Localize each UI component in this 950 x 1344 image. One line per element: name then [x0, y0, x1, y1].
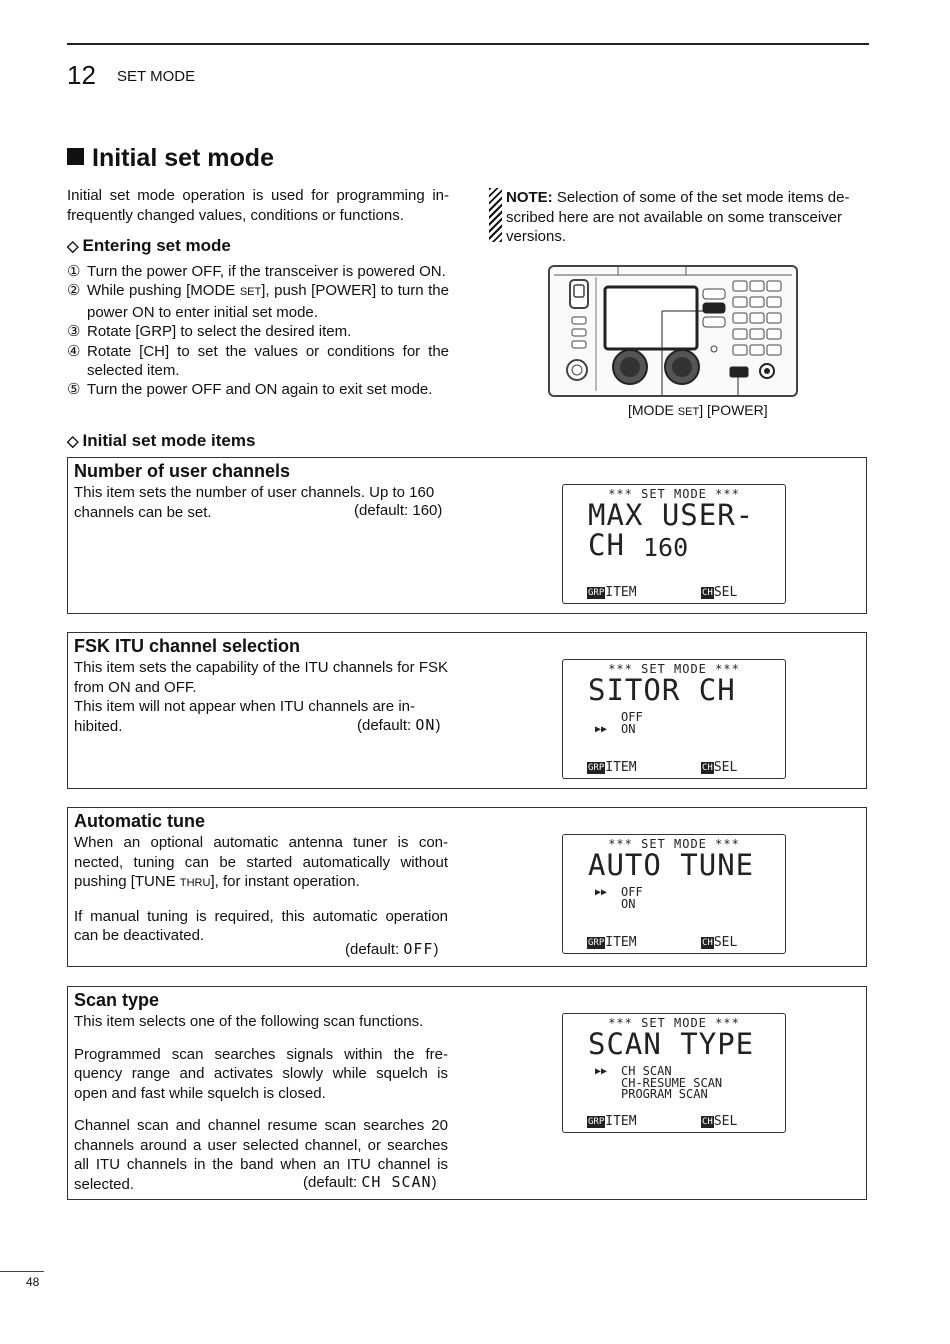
lcd-foot-right — [701, 760, 737, 775]
step-text-part: While pushing [MODE — [87, 282, 240, 300]
section-title-text: Initial set mode — [92, 144, 274, 172]
list-item — [67, 262, 449, 281]
item-box-fsk — [67, 632, 867, 789]
mode-set-key-icon — [703, 303, 725, 313]
lcd-display — [562, 1013, 786, 1133]
ch-tag: CH — [702, 1117, 713, 1127]
step-number: ② — [67, 282, 81, 300]
page-number: 48 — [26, 1275, 40, 1289]
lcd-option — [595, 712, 643, 724]
step-text: Rotate [CH] to set the values or conditions for the selected item. — [87, 342, 449, 380]
lcd-foot-left — [587, 1114, 637, 1129]
list-item — [67, 281, 449, 322]
lcd-title: SITOR CH — [588, 673, 736, 707]
lcd-options — [595, 1066, 722, 1101]
lcd-option-selected — [595, 887, 643, 899]
lcd-foot-left-text: ITEM — [605, 935, 637, 950]
square-bullet-icon — [67, 148, 84, 165]
lcd-foot-left — [587, 760, 637, 775]
item-title: Automatic tune — [74, 811, 206, 831]
items-heading — [67, 431, 255, 451]
lcd-option-text: PROGRAM SCAN — [621, 1087, 708, 1101]
ch-tag: CH — [702, 938, 713, 948]
step-number: ① — [67, 263, 81, 280]
lcd-foot-right-text: SEL — [713, 1114, 738, 1129]
lcd-option-text: CH SCAN — [621, 1064, 672, 1078]
default-post: ) — [431, 1174, 437, 1191]
default-value: CH SCAN — [361, 1173, 432, 1191]
lcd-value: 160 — [643, 533, 689, 562]
item-body — [74, 833, 448, 946]
item-title: Number of user channels — [74, 461, 291, 481]
note-text — [506, 188, 871, 247]
transceiver-front-panel-illustration — [548, 265, 798, 397]
default-value: ON — [415, 716, 436, 734]
step-text: Turn the power OFF, if the transceiver is powered ON. — [87, 263, 446, 280]
lcd-options — [595, 712, 643, 735]
grp-tag: GRP — [588, 938, 605, 948]
items-heading-text: Initial set mode items — [82, 431, 256, 450]
step-text — [87, 281, 449, 322]
lcd-title: AUTO TUNE — [588, 848, 755, 882]
lcd-foot-right — [701, 935, 737, 950]
lcd-option-text: ON — [621, 721, 636, 736]
lcd-header: *** SET MODE *** — [608, 662, 740, 676]
power-key-icon — [730, 367, 748, 377]
default-value: OFF — [403, 940, 434, 958]
item-title: Scan type — [74, 990, 160, 1010]
step-number: ⑤ — [67, 381, 81, 399]
default-pre: (default: — [303, 1174, 362, 1191]
step-number: ③ — [67, 323, 81, 341]
lcd-option-text: CH-RESUME SCAN — [621, 1075, 723, 1090]
grp-tag: GRP — [588, 1117, 605, 1127]
selector-arrow-icon: ▶▶ — [595, 1066, 608, 1077]
mic-connector-icon — [567, 360, 587, 380]
lcd-foot-left-text: ITEM — [605, 1114, 637, 1129]
radio-figure-labels — [628, 402, 768, 418]
item-text: This item will not appear when ITU channels are in-hibited. — [74, 698, 415, 735]
step-text: Turn the power OFF and ON again to exit set mode. — [87, 381, 433, 399]
item-default: (default: 160) — [354, 502, 443, 519]
item-text-part: When an optional automatic antenna tuner is con-nected, tuning can be started automatically without pushing [TUNE — [74, 834, 448, 890]
chapter-number: 12 — [67, 60, 96, 90]
mode-set-label-end: ] — [699, 402, 704, 418]
intro-paragraph: Initial set mode operation is used for programming in-frequently changed values, conditions or functions. — [67, 187, 449, 224]
item-default — [357, 716, 440, 734]
default-post: ) — [433, 941, 439, 958]
item-text: This item selects one of the following scan functions. — [74, 1013, 424, 1030]
grp-tag: GRP — [588, 763, 605, 773]
item-box-auto-tune — [67, 807, 867, 967]
item-text — [74, 833, 448, 894]
lcd-header: *** SET MODE *** — [608, 837, 740, 851]
item-default — [345, 940, 438, 958]
page-number-rule — [0, 1271, 44, 1272]
note — [489, 188, 871, 247]
default-pre: (default: — [357, 717, 416, 734]
list-item — [67, 322, 449, 341]
lcd-option-text: ON — [621, 896, 636, 911]
item-default — [303, 1173, 437, 1191]
chapter-title: SET MODE — [117, 68, 196, 85]
lcd-foot-left — [587, 585, 637, 600]
section-title — [67, 144, 274, 173]
entering-heading — [67, 236, 231, 256]
default-post: ) — [435, 717, 441, 734]
power-label: [POWER] — [706, 402, 768, 418]
note-body: Selection of some of the set mode items de-scribed here are not available on some transceiver versions. — [506, 189, 850, 245]
lcd-foot-left-text: ITEM — [605, 585, 637, 600]
lcd-display — [562, 484, 786, 604]
lcd-option — [595, 896, 643, 911]
lcd-foot-right-text: SEL — [713, 760, 738, 775]
item-box-user-channels — [67, 457, 867, 614]
lcd-option-text: OFF — [621, 885, 643, 899]
lcd-display — [562, 659, 786, 779]
step-number: ④ — [67, 342, 81, 360]
note-hatch-icon — [489, 188, 502, 242]
item-text-small: THRU — [179, 877, 211, 889]
step-text-part: ], push [POWER] to turn the power ON to enter initial set mode. — [87, 282, 449, 321]
list-item — [67, 342, 449, 381]
ch-tag: CH — [702, 763, 713, 773]
diamond-icon: ◇ — [67, 238, 79, 255]
handset-hanger-icon — [570, 280, 588, 308]
lcd-foot-right — [701, 1114, 737, 1129]
default-pre: (default: — [345, 941, 404, 958]
lcd-foot-left-text: ITEM — [605, 760, 637, 775]
item-text: Channel scan and channel resume scan searches 20 channels around a user selected channel, or searches all ITU channels in the band when an ITU channel is selected. — [74, 1117, 448, 1193]
list-item — [67, 380, 449, 399]
lcd-display — [562, 834, 786, 954]
diamond-icon: ◇ — [67, 433, 79, 450]
item-text: Programmed scan searches signals within the fre-quency range and activates slowly while squelch is open and fast while squelch is closed. — [74, 1045, 448, 1102]
steps-list — [67, 262, 449, 400]
lcd-option — [595, 1089, 722, 1101]
item-text-part: ], for instant operation. — [210, 873, 360, 890]
item-text: This item sets the capability of the ITU channels for FSK from ON and OFF. — [74, 659, 448, 696]
item-text: This item sets the number of user channels. Up to 160 channels can be set. — [74, 484, 435, 521]
selector-arrow-icon: ▶▶ — [595, 723, 608, 735]
item-title: FSK ITU channel selection — [74, 636, 301, 656]
ch-tag: CH — [702, 588, 713, 598]
lcd-title: SCAN TYPE — [588, 1027, 755, 1061]
header-rule — [67, 43, 869, 45]
item-text: If manual tuning is required, this automatic operation can be deactivated. — [74, 907, 448, 944]
item-body — [74, 1012, 448, 1194]
lcd-header: *** SET MODE *** — [608, 487, 740, 501]
item-box-scan-type — [67, 986, 867, 1200]
lcd-foot-left — [587, 935, 637, 950]
lcd-screen-icon — [605, 287, 697, 349]
lcd-foot-right-text: SEL — [713, 935, 738, 950]
grp-tag: GRP — [588, 588, 605, 598]
lcd-foot-right-text: SEL — [713, 585, 738, 600]
step-text: Rotate [GRP] to select the desired item. — [87, 323, 352, 341]
lcd-title: MAX USER-CH — [588, 498, 755, 562]
lcd-foot-right — [701, 585, 737, 600]
entering-heading-text: Entering set mode — [82, 236, 231, 255]
lcd-options — [595, 887, 643, 910]
mode-set-label: [MODE — [628, 402, 678, 418]
lcd-option-text: OFF — [621, 710, 643, 724]
mode-set-label-small: SET — [677, 406, 700, 418]
step-text-small: SET — [239, 286, 262, 299]
lcd-header: *** SET MODE *** — [608, 1016, 740, 1030]
selector-arrow-icon: ▶▶ — [595, 887, 608, 898]
transceiver-drawing — [550, 267, 796, 395]
note-label: NOTE: — [506, 189, 553, 206]
lcd-option-selected — [595, 721, 643, 736]
